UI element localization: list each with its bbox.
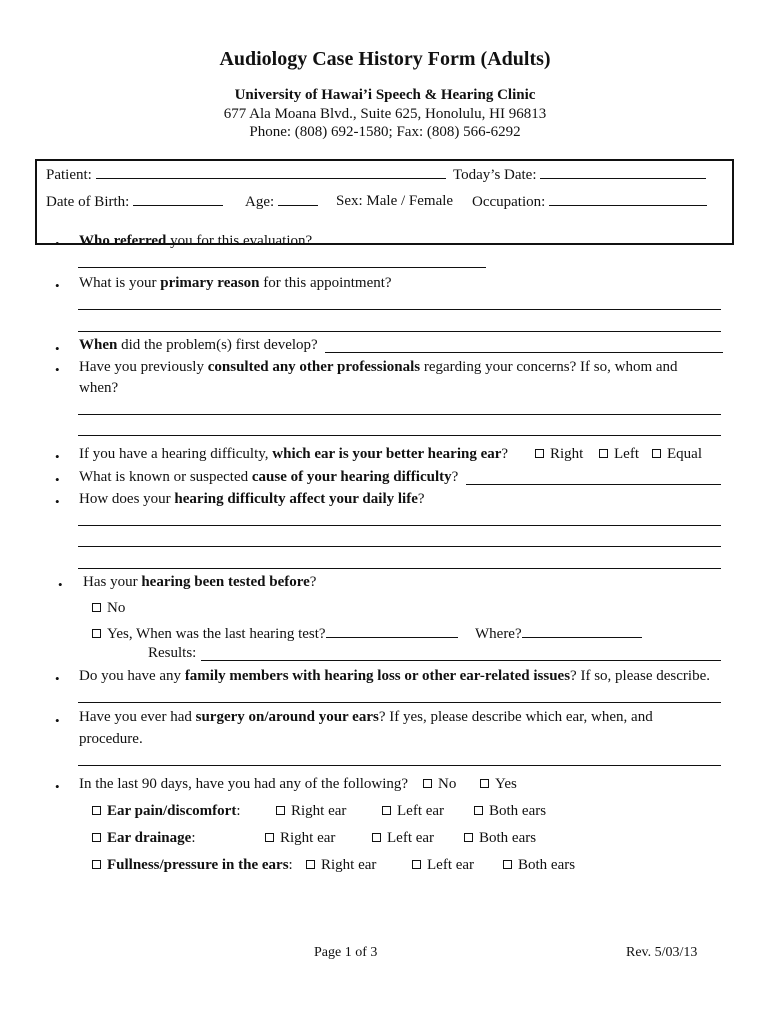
bullet: • bbox=[55, 341, 60, 356]
option-90days-no[interactable] bbox=[423, 776, 456, 793]
q2-post: for this appointment? bbox=[259, 275, 392, 291]
clinic-address: 677 Ala Moana Blvd., Suite 625, Honolulu, HI 96813 bbox=[223, 106, 547, 122]
question-better-ear bbox=[79, 446, 508, 463]
colon: : bbox=[288, 857, 293, 873]
dob-input-line[interactable] bbox=[133, 193, 223, 206]
ear-fullness-right[interactable] bbox=[306, 857, 376, 874]
right-ear-label: Right ear bbox=[321, 857, 377, 873]
option-equal-label: Equal bbox=[667, 446, 702, 462]
ear-fullness-item[interactable] bbox=[92, 857, 293, 874]
checkbox-icon[interactable] bbox=[306, 860, 315, 869]
todays-date-input-line[interactable] bbox=[540, 166, 706, 179]
answer-line[interactable] bbox=[78, 546, 721, 547]
results-input-line[interactable] bbox=[201, 660, 721, 661]
q7-post: ? bbox=[417, 491, 425, 507]
ear-drainage-item[interactable] bbox=[92, 830, 195, 847]
q8-pre: Has your bbox=[83, 574, 142, 590]
checkbox-icon[interactable] bbox=[464, 833, 473, 842]
patient-label: Patient: bbox=[46, 167, 92, 183]
dob-field[interactable] bbox=[46, 193, 223, 211]
both-ears-label: Both ears bbox=[518, 857, 576, 873]
bullet: • bbox=[58, 577, 63, 592]
question-consulted bbox=[79, 359, 678, 376]
checkbox-icon[interactable] bbox=[92, 629, 101, 638]
left-ear-label: Left ear bbox=[387, 830, 435, 846]
checkbox-icon[interactable] bbox=[276, 806, 285, 815]
q8-post: ? bbox=[309, 574, 317, 590]
bullet: • bbox=[55, 494, 60, 509]
ear-pain-label: Ear pain/discomfort bbox=[107, 803, 237, 819]
option-90days-yes-label: Yes bbox=[495, 776, 517, 792]
option-tested-no[interactable] bbox=[92, 600, 125, 617]
age-field[interactable] bbox=[245, 193, 318, 211]
right-ear-label: Right ear bbox=[291, 803, 347, 819]
q10-line2: procedure. bbox=[79, 731, 143, 747]
patient-field[interactable] bbox=[46, 166, 446, 184]
results-label: Results: bbox=[148, 645, 197, 661]
bullet: • bbox=[55, 449, 60, 464]
answer-line[interactable] bbox=[78, 765, 721, 766]
checkbox-icon[interactable] bbox=[423, 779, 432, 788]
dob-label: Date of Birth: bbox=[46, 194, 130, 210]
ear-drainage-left[interactable] bbox=[372, 830, 434, 847]
question-cause bbox=[79, 469, 458, 486]
age-input-line[interactable] bbox=[278, 193, 318, 206]
option-tested-no-label: No bbox=[107, 600, 126, 616]
option-left[interactable] bbox=[599, 446, 639, 463]
q6-post: ? bbox=[451, 469, 459, 485]
checkbox-icon[interactable] bbox=[92, 806, 101, 815]
checkbox-icon[interactable] bbox=[92, 603, 101, 612]
occupation-field[interactable] bbox=[472, 193, 707, 211]
checkbox-icon[interactable] bbox=[92, 833, 101, 842]
question-family-history bbox=[79, 668, 710, 685]
where-label: Where? bbox=[475, 626, 522, 642]
question-when-develop bbox=[79, 337, 318, 354]
question-tested-before bbox=[83, 574, 316, 591]
patient-input-line[interactable] bbox=[96, 166, 446, 179]
bullet: • bbox=[55, 472, 60, 487]
option-90days-no-label: No bbox=[438, 776, 457, 792]
q5-bold: which ear is your better hearing ear bbox=[272, 446, 502, 462]
q10-post: ? If yes, please describe which ear, when, and bbox=[378, 709, 653, 725]
ear-fullness-left[interactable] bbox=[412, 857, 474, 874]
colon: : bbox=[236, 803, 241, 819]
q5-post: ? bbox=[501, 446, 509, 462]
where-input-line[interactable] bbox=[522, 625, 642, 638]
q3-bold: When bbox=[79, 337, 118, 353]
todays-date-field[interactable] bbox=[453, 166, 706, 184]
q10-bold: surgery on/around your ears bbox=[195, 709, 379, 725]
occupation-label: Occupation: bbox=[472, 194, 546, 210]
left-ear-label: Left ear bbox=[427, 857, 475, 873]
occupation-input-line[interactable] bbox=[549, 193, 707, 206]
ear-pain-item[interactable] bbox=[92, 803, 240, 820]
option-right-label: Right bbox=[550, 446, 584, 462]
q9-post: ? If so, please describe. bbox=[570, 668, 710, 684]
answer-line[interactable] bbox=[78, 267, 486, 268]
checkbox-icon[interactable] bbox=[372, 833, 381, 842]
clinic-name: University of Hawai’i Speech & Hearing Clinic bbox=[234, 87, 536, 103]
ear-drainage-both[interactable] bbox=[464, 830, 536, 847]
bullet: • bbox=[55, 779, 60, 794]
left-ear-label: Left ear bbox=[397, 803, 445, 819]
checkbox-icon[interactable] bbox=[92, 860, 101, 869]
clinic-phone: Phone: (808) 692-1580; Fax: (808) 566-6292 bbox=[249, 124, 521, 140]
checkbox-icon[interactable] bbox=[480, 779, 489, 788]
todays-date-label: Today’s Date: bbox=[453, 167, 537, 183]
checkbox-icon[interactable] bbox=[599, 449, 608, 458]
answer-line[interactable] bbox=[78, 525, 721, 526]
checkbox-icon[interactable] bbox=[474, 806, 483, 815]
form-title: Audiology Case History Form (Adults) bbox=[219, 48, 551, 70]
option-tested-yes[interactable] bbox=[92, 625, 458, 643]
ear-drainage-label: Ear drainage bbox=[107, 830, 192, 846]
answer-line[interactable] bbox=[78, 309, 721, 310]
bullet: • bbox=[55, 236, 60, 251]
q2-bold: primary reason bbox=[160, 275, 260, 291]
q8-bold: hearing been tested before bbox=[141, 574, 310, 590]
answer-line[interactable] bbox=[78, 414, 721, 415]
q4-line2: when? bbox=[79, 380, 119, 396]
q6-pre: What is known or suspected bbox=[79, 469, 252, 485]
bullet: • bbox=[55, 362, 60, 377]
q10-pre: Have you ever had bbox=[79, 709, 196, 725]
q5-pre: If you have a hearing difficulty, bbox=[79, 446, 273, 462]
answer-line[interactable] bbox=[78, 435, 721, 436]
question-daily-life bbox=[79, 491, 425, 508]
age-label: Age: bbox=[245, 194, 275, 210]
answer-line[interactable] bbox=[78, 568, 721, 569]
q9-pre: Do you have any bbox=[79, 668, 185, 684]
q9-bold: family members with hearing loss or other ear-related issues bbox=[184, 668, 571, 684]
question-referred bbox=[79, 233, 312, 250]
q1-bold: Who referred bbox=[79, 233, 167, 249]
answer-line[interactable] bbox=[78, 702, 721, 703]
bullet: • bbox=[55, 278, 60, 293]
checkbox-icon[interactable] bbox=[503, 860, 512, 869]
checkbox-icon[interactable] bbox=[265, 833, 274, 842]
q3-rest: did the problem(s) first develop? bbox=[117, 337, 318, 353]
ear-pain-both[interactable] bbox=[474, 803, 546, 820]
question-surgery bbox=[79, 709, 653, 726]
option-right[interactable] bbox=[535, 446, 583, 463]
page-number: Page 1 of 3 bbox=[314, 945, 378, 960]
both-ears-label: Both ears bbox=[489, 803, 547, 819]
q2-pre: What is your bbox=[79, 275, 161, 291]
option-90days-yes[interactable] bbox=[480, 776, 517, 793]
q7-pre: How does your bbox=[79, 491, 175, 507]
checkbox-icon[interactable] bbox=[535, 449, 544, 458]
option-left-label: Left bbox=[614, 446, 639, 462]
ear-pain-left[interactable] bbox=[382, 803, 444, 820]
last-test-input-line[interactable] bbox=[326, 625, 458, 638]
option-equal[interactable] bbox=[652, 446, 702, 463]
q4-post: regarding your concerns? If so, whom and bbox=[420, 359, 678, 375]
ear-pain-right[interactable] bbox=[276, 803, 346, 820]
answer-line[interactable] bbox=[466, 484, 721, 485]
q4-bold: consulted any other professionals bbox=[207, 359, 421, 375]
revision-date: Rev. 5/03/13 bbox=[626, 945, 698, 960]
ear-drainage-right[interactable] bbox=[265, 830, 335, 847]
both-ears-label: Both ears bbox=[479, 830, 537, 846]
ear-fullness-label: Fullness/pressure in the ears bbox=[107, 857, 289, 873]
answer-line[interactable] bbox=[78, 331, 721, 332]
answer-line[interactable] bbox=[325, 352, 723, 353]
ear-fullness-both[interactable] bbox=[503, 857, 575, 874]
bullet: • bbox=[55, 713, 60, 728]
bullet: • bbox=[55, 671, 60, 686]
checkbox-icon[interactable] bbox=[382, 806, 391, 815]
q4-pre: Have you previously bbox=[79, 359, 208, 375]
question-last-90-days: In the last 90 days, have you had any of the following? bbox=[79, 776, 409, 792]
question-primary-reason bbox=[79, 275, 392, 292]
colon: : bbox=[191, 830, 196, 846]
q7-bold: hearing difficulty affect your daily life bbox=[174, 491, 418, 507]
option-tested-yes-label: Yes, When was the last hearing test? bbox=[107, 626, 326, 642]
checkbox-icon[interactable] bbox=[652, 449, 661, 458]
sex-field[interactable]: Sex: Male / Female bbox=[336, 193, 454, 209]
q1-rest: you for this evaluation? bbox=[166, 233, 313, 249]
checkbox-icon[interactable] bbox=[412, 860, 421, 869]
where-field[interactable] bbox=[475, 625, 642, 643]
right-ear-label: Right ear bbox=[280, 830, 336, 846]
q6-bold: cause of your hearing difficulty bbox=[251, 469, 452, 485]
